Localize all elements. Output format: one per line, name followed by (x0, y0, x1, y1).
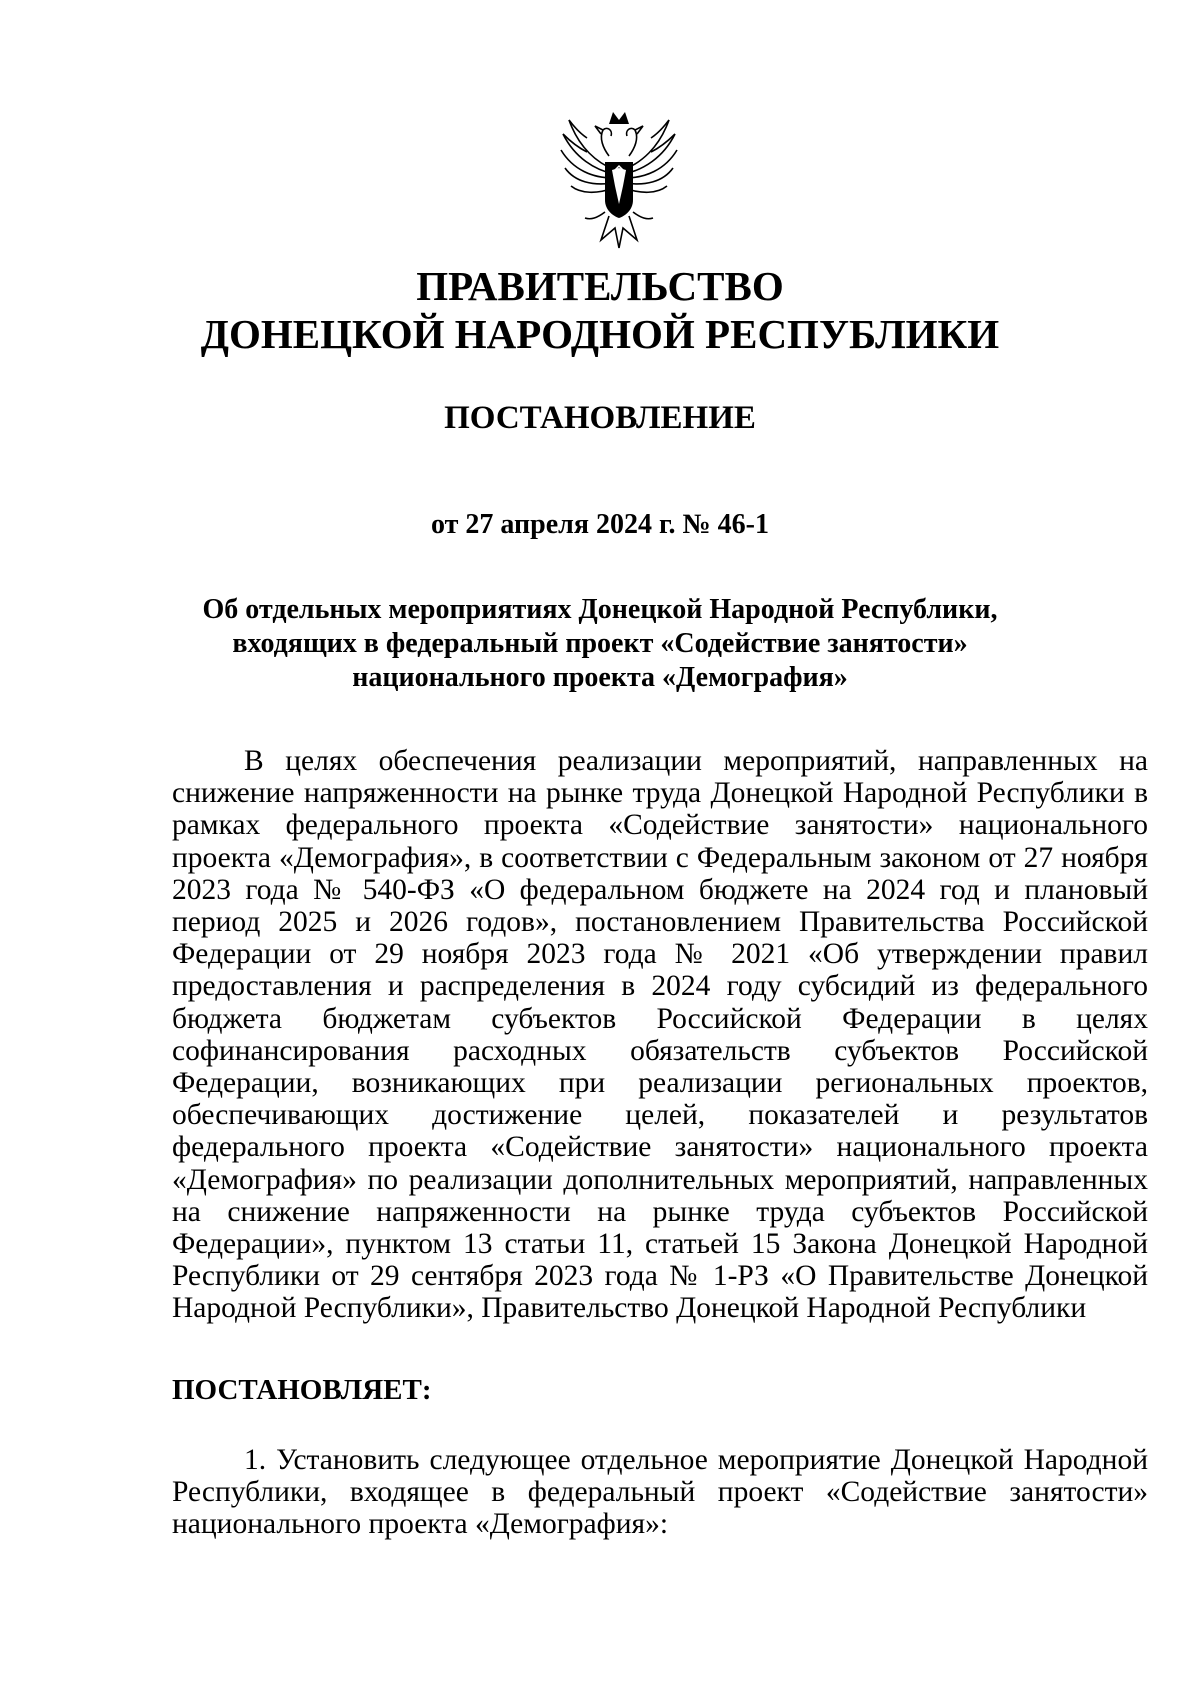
government-title-line2: ДОНЕЦКОЙ НАРОДНОЙ РЕСПУБЛИКИ (200, 311, 1000, 357)
coat-of-arms-icon (557, 108, 681, 258)
decree-type: ПОСТАНОВЛЕНИЕ (444, 400, 756, 436)
decree-subject-line2: входящих в федеральный проект «Содействие занятости» (232, 628, 968, 659)
clause-1 (172, 1444, 1148, 1541)
decree-date-number: от 27 апреля 2024 г. № 46-1 (430, 509, 770, 540)
decree-subject (0, 593, 1200, 695)
preamble (172, 745, 1148, 1325)
decree-subject-line3: национального проекта «Демография» (352, 662, 848, 693)
government-title (0, 262, 1200, 358)
decree-subject-line1: Об отдельных мероприятиях Донецкой Народной Республики, (202, 594, 998, 625)
preamble-text: В целях обеспечения реализации мероприятий, направленных на снижение напряженности на рынке труда Донецкой Народной Республики в рамках федерального проекта «Содействие занятости» национального проекта «Демография», в соответствии с Федеральным законом от 27 ноября 2023 года № 540-ФЗ «О федеральном бюджете на 2024 год и плановый период 2025 и 2026 годов», постановлением Правительства Российской Федерации от 29 ноября 2023 года № 2021 «Об утверждении правил предоставления и распределения в 2024 году субсидий из федерального бюджета бюджетам субъектов Российской Федерации в целях софинансирования расходных обязательств субъектов Российской Федерации, возникающих при реализации региональных проектов, обеспечивающих достижение целей, показателей и результатов федерального проекта «Содействие занятости» национального проекта «Демография» по реализации дополнительных мероприятий, направленных на снижение напряженности на рынке труда субъектов Российской Федерации», пунктом 13 статьи 11, статьей 15 Закона Донецкой Народной Республики от 29 сентября 2023 года № 1-РЗ «О Правительстве Донецкой Народной Республики», Правительство Донецкой Народной Республики (172, 745, 1148, 1325)
government-title-line1: ПРАВИТЕЛЬСТВО (416, 263, 784, 309)
resolves-heading: ПОСТАНОВЛЯЕТ: (172, 1374, 432, 1406)
clause-1-text: 1. Установить следующее отдельное мероприятие Донецкой Народной Республики, входящее в федеральный проект «Содействие занятости» национального проекта «Демография»: (172, 1444, 1148, 1541)
